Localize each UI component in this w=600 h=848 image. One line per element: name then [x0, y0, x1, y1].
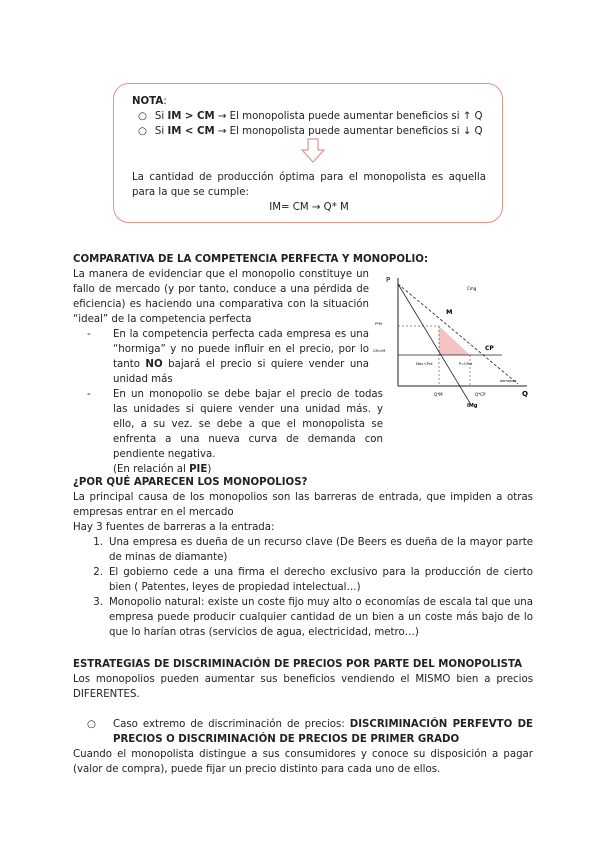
numbered-list	[73, 535, 533, 640]
qm-label: Q*M	[434, 392, 443, 397]
axis-q-label: Q	[522, 390, 528, 398]
demand-label: demanda	[500, 379, 517, 383]
section-heading: ¿POR QUÉ APARECEN LOS MONOPOLIOS?	[73, 477, 308, 488]
paragraph: La principal causa de los monopolios son las barreras de entrada, que impiden a otras empresas entrar en el mercado	[73, 492, 533, 518]
section-discriminacion	[73, 657, 533, 777]
note-equation: IM= CM → Q* M	[269, 202, 349, 213]
hollow-bullet-icon: ○	[138, 126, 147, 137]
list-item: ○ Caso extremo de discriminación de precios: DISCRIMINACIÓN PERFEVTO DE PRECIOS O DISCRIMINACIÓN DE PRECIOS DE PRIMER GRADO	[73, 717, 533, 747]
mid-label-2: P=CPrd	[459, 362, 473, 366]
point-m-label: M	[446, 308, 453, 316]
monopoly-graph	[372, 270, 532, 410]
hollow-bullet-icon: ○	[138, 111, 147, 122]
list-item: - En la competencia perfecta cada empresa es una “hormiga” y no puede influir en el precio, por lo tanto NO bajará el precio si quiere vender una unidad más	[87, 329, 369, 385]
list-item: 2. El gobierno cede a una firma el derecho exclusivo para la producción de cierto bien ( Patentes, leyes de propiedad intelectual…)	[93, 567, 533, 593]
point-cp-label: CP	[485, 345, 494, 352]
cmg-label: Cmg	[467, 286, 477, 291]
paragraph: Los monopolios pueden aumentar sus beneficios vendiendo el MISMO bien a precios DIFERENTES.	[73, 674, 533, 700]
demand-curve	[398, 284, 518, 384]
section-monopolios	[73, 475, 533, 640]
paragraph: Hay 3 fuentes de barreras a la entrada:	[73, 522, 275, 533]
note-bullet-1: ○ Si IM > CM → El monopolista puede aumentar beneficios si ↑ Q	[138, 111, 483, 122]
mid-label-1: Max CPrd	[416, 362, 433, 366]
pm-label: P*M	[375, 322, 382, 326]
list-item: 3. Monopolio natural: existe un coste fijo muy alto o economías de escala tal que una empresa puede producir cualquier cantidad de un bien a un coste más bajo de lo que lo harían otras (servicios de agua, electricidad, metro…)	[93, 597, 533, 638]
paragraph: Cuando el monopolista distingue a sus consumidores y conoce su disposición a pagar (valor de compra), puede fijar un precio distinto para cada uno de ellos.	[73, 749, 533, 775]
qcp-label: Q*CP	[475, 392, 486, 397]
list-item: 1. Una empresa es dueña de un recurso clave (De Beers es dueña de la mayor parte de minas de diamante)	[93, 537, 533, 563]
note-text: La cantidad de producción óptima para el monopolista es aquella para la que se cumple: IM= CM → Q* M	[132, 172, 486, 213]
hollow-bullet-icon: ○	[87, 719, 96, 730]
eq-label: CM=IM	[373, 349, 386, 353]
section-heading: ESTRATEGIAS DE DISCRIMINACIÓN DE PRECIOS POR PARTE DEL MONOPOLISTA	[73, 659, 523, 670]
list-item: - En un monopolio se debe bajar el precio de todas las unidades si quiere vender una unidad más. y ello, a su vez. se debe a que el monopolista se enfrenta a una nueva curva de demanda con pendiente negativa. (En relación al PIE)	[87, 389, 383, 475]
img-label: IMg	[467, 403, 478, 409]
paragraph: La manera de evidenciar que el monopolio constituye un fallo de mercado (y por tanto, conduce a una pérdida de eficiencia) es haciendo una comparativa con la situación “ideal” de la competencia perfecta	[73, 269, 369, 325]
note-title: NOTA	[132, 96, 164, 107]
down-arrow-icon	[300, 138, 326, 164]
axis-p-label: P	[386, 276, 391, 284]
note-bullet-2: ○ Si IM < CM → El monopolista puede aumentar beneficios si ↓ Q	[138, 126, 483, 137]
note-box: NOTA: ○ Si IM > CM → El monopolista puede aumentar beneficios si ↑ Q ○ Si IM < CM → El monopolista puede aumentar beneficios si ↓ Q La cantidad de producción óptima para el monopolista es aquella para la que se cumple: IM= CM → Q* M	[113, 83, 503, 223]
section-heading: COMPARATIVA DE LA COMPETENCIA PERFECTA Y MONOPOLIO:	[73, 254, 429, 265]
